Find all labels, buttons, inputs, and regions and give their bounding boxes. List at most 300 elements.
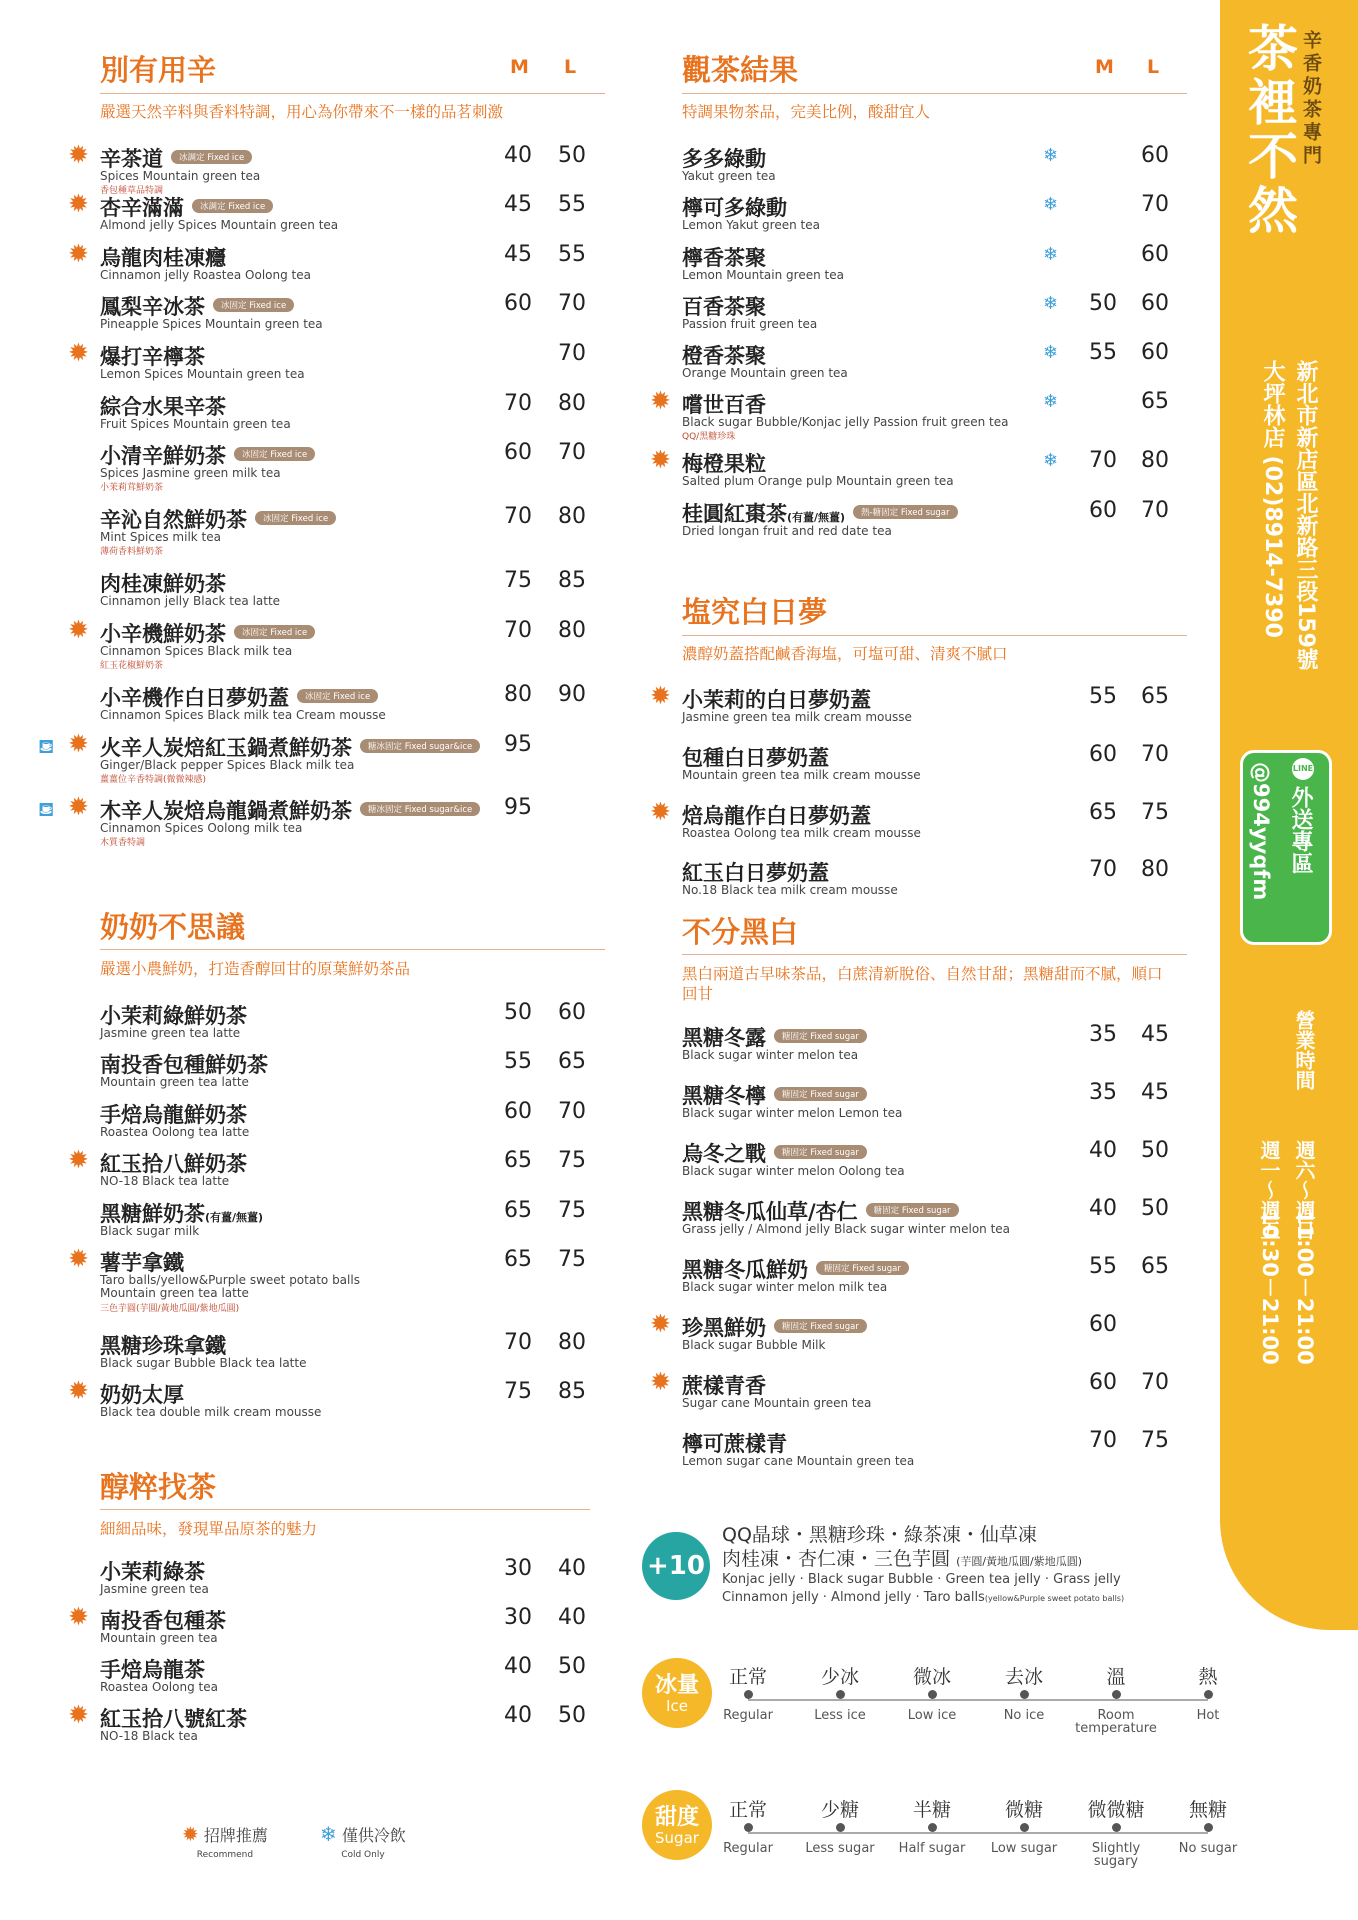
ice-level-en: Hot [1196, 1708, 1220, 1723]
price-m: 65 [504, 1148, 532, 1173]
item-english-name: Cinnamon Spices Black milk tea Cream mousse [100, 708, 386, 722]
section-divider [682, 93, 1187, 94]
price-l: 50 [558, 1654, 586, 1679]
price-m: 55 [1089, 684, 1117, 709]
price-m: 60 [1089, 1370, 1117, 1395]
menu-item[interactable] [100, 504, 605, 557]
price-l: 75 [1141, 1428, 1169, 1453]
item-subtitle: 香包種草品特調 [100, 186, 164, 196]
snowflake-icon: ❄ [1043, 145, 1059, 166]
hours-label: 營業時間 [1292, 1010, 1316, 1090]
item-name-text: 綜合水果辛茶 [100, 395, 226, 419]
menu-item[interactable] [68, 1602, 590, 1645]
sugar-level-dot [1112, 1823, 1121, 1832]
price-m: 35 [1089, 1022, 1117, 1047]
item-name-text: 桂圓紅棗茶 [682, 502, 787, 526]
price-l: 75 [558, 1198, 586, 1223]
fixed-tag: 糖固定 Fixed sugar [816, 1261, 909, 1275]
price-m: 60 [1089, 742, 1117, 767]
menu-item[interactable] [682, 242, 1187, 282]
menu-item[interactable] [100, 1049, 605, 1089]
price-m: 80 [504, 682, 532, 707]
ice-level-en: Less ice [814, 1708, 866, 1723]
topping-list-en-2 [722, 1590, 1124, 1605]
menu-item[interactable] [68, 239, 605, 282]
item-name-text: 多多綠動 [682, 147, 766, 171]
legend-cold-en: Cold Only [341, 1850, 385, 1860]
item-name-text: 蔗樣青香 [682, 1374, 766, 1398]
item-name-text: 小茉莉綠鮮奶茶 [100, 1004, 247, 1028]
price-m: 40 [504, 143, 532, 168]
item-english-name: Roastea Oolong tea latte [100, 1125, 250, 1139]
sun-icon: ✹ [68, 615, 89, 644]
item-name-text: 黑糖冬檸 [682, 1084, 766, 1108]
item-name-text: 杏辛滿滿 [100, 196, 184, 220]
fixed-tag: 冰固定 Fixed ice [234, 625, 315, 639]
menu-item[interactable] [682, 857, 1187, 897]
item-name-text: 小茉莉綠茶 [100, 1560, 205, 1584]
menu-item[interactable] [68, 615, 605, 671]
sun-icon: ✹ [68, 338, 89, 367]
ice-level-6[interactable] [1163, 1662, 1253, 1722]
price-m: 50 [504, 1000, 532, 1025]
item-english-name: Mint Spices milk tea [100, 530, 221, 544]
section-divider [100, 93, 605, 94]
sugar-level-dot [836, 1823, 845, 1832]
price-m: 40 [504, 1654, 532, 1679]
item-english-name: Dried longan fruit and red date tea [682, 524, 892, 538]
delivery-label: 外送專區 [1288, 786, 1313, 874]
price-m: 70 [1089, 1428, 1117, 1453]
item-name-text: 百香茶聚 [682, 295, 766, 319]
item-name-text: 肉桂凍鮮奶茶 [100, 572, 226, 596]
item-english-name: Orange Mountain green tea [682, 366, 848, 380]
sugar-level-cn: 微微糖 [1087, 1799, 1145, 1821]
sugar-level-1[interactable] [703, 1795, 793, 1855]
menu-item[interactable] [682, 1022, 1187, 1062]
item-english-name: Black sugar winter melon tea [682, 1048, 859, 1062]
price-l: 75 [558, 1148, 586, 1173]
item-name-text: 南投香包種茶 [100, 1609, 226, 1633]
ice-level-1[interactable] [703, 1662, 793, 1722]
menu-item[interactable] [682, 1254, 1187, 1294]
snowflake-icon: ❄ [1043, 244, 1059, 265]
menu-item[interactable] [682, 192, 1187, 232]
item-name-text: 辛沁自然鮮奶茶 [100, 508, 247, 532]
price-l: 80 [1141, 857, 1169, 882]
item-english-name: Black sugar winter melon Oolong tea [682, 1164, 905, 1178]
topping-cn-2-note: (芋圓/黃地瓜圓/紫地瓜圓) [956, 1555, 1083, 1568]
ice-level-2[interactable] [795, 1662, 885, 1722]
price-m: 75 [504, 1379, 532, 1404]
price-l: 65 [1141, 1254, 1169, 1279]
item-name-text: 黑糖鮮奶茶 [100, 1202, 205, 1226]
item-english-name: NO-18 Black tea latte [100, 1174, 230, 1188]
menu-item[interactable] [100, 568, 605, 608]
menu-item[interactable] [682, 1138, 1187, 1178]
item-english-name: Black sugar winter melon Lemon tea [682, 1106, 903, 1120]
price-l: 60 [1141, 340, 1169, 365]
price-l: 45 [1141, 1022, 1169, 1047]
price-l: 80 [558, 391, 586, 416]
sugar-level-cn: 半糖 [912, 1799, 951, 1821]
ice-level-cn: 熱 [1198, 1666, 1218, 1688]
section-title: 奶奶不思議 [100, 910, 246, 944]
item-english-name: Ginger/Black pepper Spices Black milk tea [100, 758, 355, 772]
line-icon: LINE [1292, 758, 1314, 780]
menu-item[interactable] [68, 338, 605, 381]
topping-price-badge: +10 [642, 1532, 710, 1600]
menu-item[interactable] [682, 498, 1187, 538]
sugar-level-en: Regular [723, 1841, 773, 1856]
item-subtitle: QQ/黑糖珍珠 [682, 432, 736, 442]
sugar-label-en: Sugar [655, 1829, 699, 1847]
menu-item[interactable] [682, 340, 1187, 380]
item-name-text: 黑糖冬瓜仙草/杏仁 [682, 1200, 858, 1224]
item-name-text: 焙烏龍作白日夢奶蓋 [682, 804, 871, 828]
ice-level-en: Low ice [907, 1708, 957, 1723]
menu-item[interactable] [650, 1367, 1187, 1410]
menu-item[interactable] [68, 1700, 590, 1743]
ice-level-3[interactable] [887, 1662, 977, 1722]
ice-level-dot [1112, 1690, 1121, 1699]
item-note: (有薑/無薑) [205, 1211, 264, 1224]
fixed-tag: 冰固定 Fixed ice [255, 511, 336, 525]
ice-level-en: No ice [1003, 1708, 1045, 1723]
item-name-text: 鳳梨辛冰茶 [100, 295, 205, 319]
menu-item[interactable] [100, 1330, 605, 1370]
item-english-name: Black sugar Bubble Milk [682, 1338, 826, 1352]
menu-item[interactable] [682, 1196, 1187, 1236]
menu-item[interactable] [650, 386, 1187, 442]
sun-icon: ✹ [68, 189, 89, 218]
item-english-name: Sugar cane Mountain green tea [682, 1396, 872, 1410]
item-name-text: 小辛機鮮奶茶 [100, 622, 226, 646]
topping-en-2-note: (yellow&Purple sweet potato balls) [984, 1594, 1125, 1603]
price-m: 70 [504, 504, 532, 529]
item-name-text: 珍黑鮮奶 [682, 1316, 766, 1340]
section-description: 特調果物茶品，完美比例，酸甜宜人 [682, 103, 931, 121]
item-name-text: 梅橙果粒 [682, 452, 766, 476]
ice-level-cn: 溫 [1106, 1666, 1126, 1688]
sugar-level-4[interactable] [979, 1795, 1069, 1855]
price-l: 70 [1141, 742, 1169, 767]
price-l: 40 [558, 1605, 586, 1630]
price-l: 60 [1141, 143, 1169, 168]
teapot-icon: ⛾ [38, 734, 55, 758]
sugar-level-5[interactable] [1071, 1795, 1161, 1868]
item-subtitle: 薑薑位辛香特調(微微辣感) [100, 775, 207, 785]
menu-item[interactable] [682, 1428, 1187, 1468]
item-subtitle: 木質香特調 [100, 838, 146, 848]
section-divider [100, 1509, 590, 1510]
menu-item[interactable] [68, 1145, 605, 1188]
sugar-level-2[interactable] [795, 1795, 885, 1855]
ice-label-cn: 冰量 [654, 1673, 699, 1698]
item-name-text: 辛茶道 [100, 147, 163, 171]
ice-level-en: Regular [723, 1708, 773, 1723]
menu-item[interactable] [100, 391, 605, 431]
price-l: 40 [558, 1556, 586, 1581]
price-m: 70 [1089, 448, 1117, 473]
price-l: 70 [558, 291, 586, 316]
price-l: 70 [558, 440, 586, 465]
ice-level-cn: 去冰 [1004, 1666, 1043, 1688]
item-english-name: Mountain green tea milk cream mousse [682, 768, 921, 782]
section-description: 嚴選天然辛料與香料特調，用心為你帶來不一樣的品茗刺激 [100, 103, 504, 121]
price-l: 60 [1141, 242, 1169, 267]
price-m: 65 [504, 1247, 532, 1272]
sugar-level-6[interactable] [1163, 1795, 1253, 1855]
item-english-name: Lemon Mountain green tea [682, 268, 844, 282]
size-l-header: L [564, 56, 577, 78]
fixed-tag: 冰調定 Fixed ice [171, 150, 252, 164]
item-name-text: 嚐世百香 [682, 393, 766, 417]
menu-item[interactable] [682, 143, 1187, 183]
sun-icon: ✹ [650, 445, 671, 474]
price-l: 65 [1141, 684, 1169, 709]
item-english-name: Jasmine green tea milk cream mousse [682, 710, 912, 724]
sugar-label-cn: 甜度 [654, 1805, 699, 1830]
section-divider [100, 949, 605, 950]
weekday-days: 週一～週五 [1257, 1140, 1281, 1240]
item-english-name: Grass jelly / Almond jelly Black sugar winter melon tea [682, 1222, 1011, 1236]
price-l: 65 [1141, 389, 1169, 414]
section-description: 細細品味，發現單品原茶的魅力 [100, 1520, 318, 1538]
item-english-name: Cinnamon jelly Roastea Oolong tea [100, 268, 311, 282]
price-m: 50 [1089, 291, 1117, 316]
item-english-name: Spices Mountain green tea [100, 169, 261, 183]
fixed-tag: 糖固定 Fixed sugar [774, 1087, 867, 1101]
price-l: 55 [558, 192, 586, 217]
item-english-name: Cinnamon Spices Black milk tea [100, 644, 293, 658]
price-m: 60 [504, 440, 532, 465]
menu-item[interactable] [100, 682, 605, 722]
price-l: 70 [558, 341, 586, 366]
item-name-text: 手焙烏龍鮮奶茶 [100, 1103, 247, 1127]
price-l: 50 [558, 1703, 586, 1728]
price-m: 40 [1089, 1138, 1117, 1163]
menu-item[interactable] [100, 440, 605, 493]
sun-icon: ✹ [650, 1309, 671, 1338]
item-name-text: 南投香包種鮮奶茶 [100, 1053, 268, 1077]
sugar-level-en: Less sugar [805, 1841, 875, 1856]
price-m: 65 [504, 1198, 532, 1223]
brand-name: 茶裡不然 [1240, 22, 1298, 238]
item-subtitle: 小茉莉茸鮮奶茶 [100, 483, 164, 493]
section-description: 濃醇奶蓋搭配鹹香海塩，可塩可甜、清爽不膩口 [682, 645, 1008, 663]
price-m: 55 [1089, 1254, 1117, 1279]
snowflake-icon: ❄ [1043, 293, 1059, 314]
item-english-name: Cinnamon Spices Oolong milk tea [100, 821, 303, 835]
item-english-name: Jasmine green tea latte [100, 1026, 241, 1040]
item-english-name: Black sugar milk [100, 1224, 200, 1238]
sun-icon: ✹ [650, 1367, 671, 1396]
price-l: 85 [558, 1379, 586, 1404]
price-l: 50 [558, 143, 586, 168]
section-title: 觀茶結果 [682, 53, 799, 87]
snowflake-icon: ❄ [1043, 391, 1059, 412]
price-m: 70 [1089, 857, 1117, 882]
menu-item[interactable] [68, 1244, 605, 1314]
item-name-text: 小清辛鮮奶茶 [100, 444, 226, 468]
menu-item[interactable] [68, 1376, 605, 1419]
fixed-tag: 冰固定 Fixed ice [234, 447, 315, 461]
price-m: 70 [504, 618, 532, 643]
price-l: 50 [1141, 1196, 1169, 1221]
sun-icon: ✹ [68, 729, 89, 758]
price-l: 75 [1141, 800, 1169, 825]
menu-item[interactable] [100, 291, 605, 331]
ice-level-dot [744, 1690, 753, 1699]
size-m-header: M [1095, 56, 1114, 78]
menu-item[interactable] [100, 1556, 590, 1596]
menu-item[interactable] [650, 1309, 1187, 1352]
item-english-name: Pineapple Spices Mountain green tea [100, 317, 323, 331]
price-l: 75 [558, 1247, 586, 1272]
item-name-text: 紅玉拾八鮮奶茶 [100, 1152, 247, 1176]
sun-icon: ✹ [68, 792, 89, 821]
sugar-level-dot [1204, 1823, 1213, 1832]
item-english-name-2: Mountain green tea latte [100, 1286, 249, 1300]
item-english-name: Black sugar winter melon milk tea [682, 1280, 888, 1294]
fixed-tag: 糖冰固定 Fixed sugar&ice [360, 802, 480, 816]
ice-badge [642, 1658, 712, 1728]
price-l: 80 [558, 504, 586, 529]
topping-en-2-text: Cinnamon jelly · Almond jelly · Taro balls [722, 1590, 985, 1605]
price-l: 70 [1141, 192, 1169, 217]
legend-cold-cn: 僅供冷飲 [341, 1826, 406, 1845]
item-english-name: Mountain green tea latte [100, 1075, 249, 1089]
item-name-text: 烏龍肉桂凍癮 [100, 246, 226, 270]
price-m: 95 [504, 795, 532, 820]
item-name-text: 包種白日夢奶蓋 [682, 746, 829, 770]
ice-level-5[interactable] [1071, 1662, 1161, 1735]
menu-item[interactable] [38, 729, 605, 785]
item-name-text: 檸香茶聚 [682, 246, 766, 270]
sugar-level-dot [928, 1823, 937, 1832]
legend-recommend-en: Recommend [196, 1850, 254, 1860]
item-english-name: Lemon Spices Mountain green tea [100, 367, 305, 381]
menu-item[interactable] [682, 1080, 1187, 1120]
topping-list-en-1: Konjac jelly · Black sugar Bubble · Green tea jelly · Grass jelly [722, 1572, 1121, 1587]
menu-item[interactable] [650, 681, 1187, 724]
sugar-level-cn: 正常 [728, 1799, 767, 1821]
sugar-level-en: Slightly sugary [1091, 1841, 1141, 1869]
section-title: 塩究白日夢 [682, 595, 828, 629]
ice-level-4[interactable] [979, 1662, 1069, 1722]
item-english-name: Yakut green tea [682, 169, 776, 183]
section-description: 黑白兩道古早味茶品，白蔗清新脫俗、自然甘甜；黑糖甜而不膩，順口回甘 [682, 965, 1163, 1003]
sun-icon: ✹ [68, 1145, 89, 1174]
price-m: 45 [504, 242, 532, 267]
section-divider [682, 954, 1187, 955]
item-name-text: 橙香茶聚 [682, 344, 766, 368]
fixed-tag: 糖冰固定 Fixed sugar&ice [360, 739, 480, 753]
fixed-tag: 糖固定 Fixed sugar [774, 1145, 867, 1159]
fixed-tag: 冰固定 Fixed ice [297, 689, 378, 703]
item-english-name: Roastea Oolong tea milk cream mousse [682, 826, 921, 840]
price-m: 60 [1089, 498, 1117, 523]
menu-item[interactable] [682, 291, 1187, 331]
price-m: 60 [504, 1099, 532, 1124]
price-l: 60 [558, 1000, 586, 1025]
topping-cn-2-text: 肉桂凍・杏仁凍・三色芋圓 [722, 1548, 951, 1570]
sun-icon: ✹ [68, 1602, 89, 1631]
menu-item[interactable] [100, 1654, 590, 1694]
item-subtitle: 紅玉花椒鮮奶茶 [100, 661, 164, 671]
delivery-line-id[interactable]: @994yyqfm [1249, 762, 1273, 901]
sun-icon: ✹ [650, 797, 671, 826]
item-english-name: Taro balls/yellow&Purple sweet potato balls [100, 1273, 360, 1287]
menu-item[interactable] [650, 445, 1187, 488]
menu-item[interactable] [100, 1198, 605, 1238]
item-english-name: Lemon sugar cane Mountain green tea [682, 1454, 915, 1468]
item-name-text: 薯芋拿鐵 [100, 1251, 184, 1275]
menu-item[interactable] [68, 140, 605, 196]
weekend-time: 11:00－21:00 [1293, 1210, 1317, 1365]
price-m: 75 [504, 568, 532, 593]
price-l: 65 [558, 1049, 586, 1074]
sugar-level-en: Half sugar [898, 1841, 966, 1856]
item-english-name: Lemon Yakut green tea [682, 218, 820, 232]
snowflake-icon: ❄ [1043, 194, 1059, 215]
fixed-tag: 糖固定 Fixed sugar [774, 1319, 867, 1333]
item-name-text: 檸可多綠動 [682, 196, 787, 220]
ice-level-en: Room temperature [1075, 1708, 1157, 1736]
item-subtitle: 三色芋圓(芋圓/黃地瓜圓/紫地瓜圓) [100, 1304, 240, 1314]
item-english-name: Jasmine green tea [100, 1582, 209, 1596]
menu-item[interactable] [100, 1000, 605, 1040]
menu-item[interactable] [38, 792, 605, 848]
section-title: 別有用辛 [100, 53, 217, 87]
price-m: 30 [504, 1605, 532, 1630]
price-m: 40 [1089, 1196, 1117, 1221]
fixed-tag: 糖固定 Fixed sugar [774, 1029, 867, 1043]
menu-item[interactable] [650, 797, 1187, 840]
sugar-level-dot [744, 1823, 753, 1832]
price-m: 40 [504, 1703, 532, 1728]
ice-level-cn: 少冰 [820, 1666, 859, 1688]
price-m: 45 [504, 192, 532, 217]
weekday-time: 10:30－21:00 [1258, 1210, 1282, 1365]
snowflake-icon: ❄ [1043, 342, 1059, 363]
sun-icon: ✹ [68, 239, 89, 268]
price-m: 55 [504, 1049, 532, 1074]
price-l: 50 [1141, 1138, 1169, 1163]
sugar-level-3[interactable] [887, 1795, 977, 1855]
item-name-text: 黑糖珍珠拿鐵 [100, 1334, 226, 1358]
item-english-name: Black sugar Bubble/Konjac jelly Passion fruit green tea [682, 415, 1009, 429]
item-note: (有薑/無薑) [787, 511, 846, 524]
price-l: 70 [1141, 1370, 1169, 1395]
menu-item[interactable] [100, 1099, 605, 1139]
ice-level-dot [836, 1690, 845, 1699]
section-description: 嚴選小農鮮奶，打造香醇回甘的原葉鮮奶茶品 [100, 960, 411, 978]
item-name-text: 小茉莉的白日夢奶蓋 [682, 688, 871, 712]
teapot-icon: ⛾ [38, 797, 55, 821]
topping-list-cn-2 [722, 1544, 1082, 1571]
item-english-name: No.18 Black tea milk cream mousse [682, 883, 898, 897]
menu-item[interactable] [682, 742, 1187, 782]
price-l: 60 [1141, 291, 1169, 316]
price-m: 60 [1089, 1312, 1117, 1337]
sugar-level-en: Low sugar [990, 1841, 1058, 1856]
section-divider [682, 635, 1187, 636]
ice-level-cn: 微冰 [912, 1666, 951, 1688]
weekend-days: 週六～週日 [1292, 1140, 1316, 1240]
item-name-text: 紅玉拾八號紅茶 [100, 1707, 247, 1731]
